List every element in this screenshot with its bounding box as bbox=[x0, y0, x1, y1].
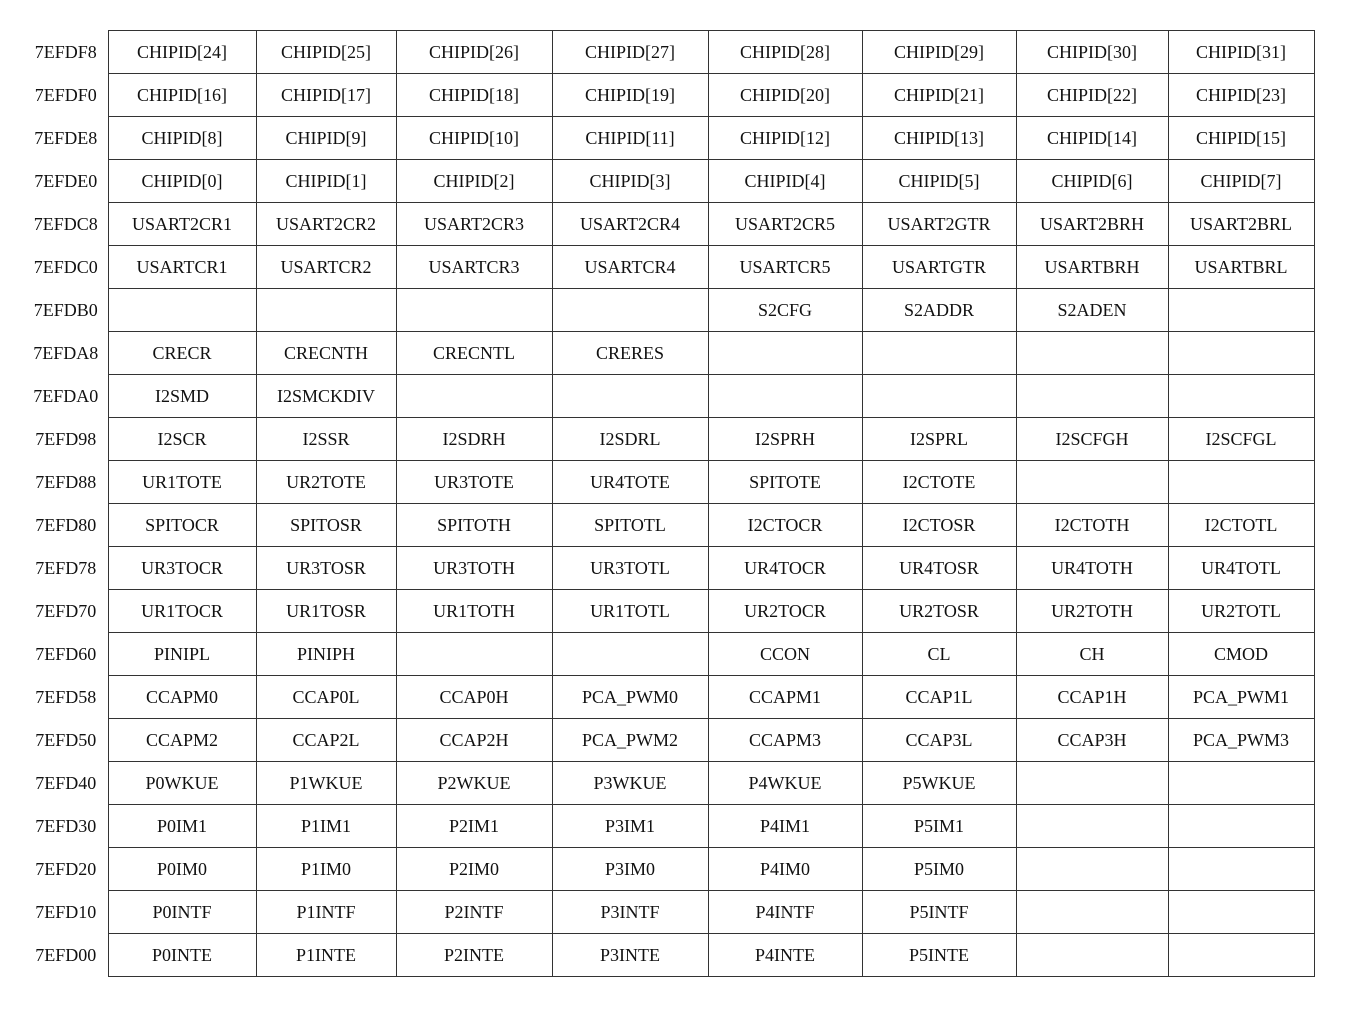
register-cell: UR3TOTE bbox=[396, 461, 552, 504]
row-address: 7EFDE8 bbox=[34, 127, 98, 148]
register-cell: CHIPID[12] bbox=[708, 117, 862, 160]
register-cell: P1IM1 bbox=[256, 805, 396, 848]
table-row bbox=[24, 246, 1314, 289]
register-cell: CHIPID[11] bbox=[552, 117, 708, 160]
register-cell: CCAPM2 bbox=[108, 719, 256, 762]
register-cell bbox=[708, 332, 862, 375]
register-cell: CHIPID[9] bbox=[256, 117, 396, 160]
row-address: 7EFD58 bbox=[35, 686, 97, 707]
table-row bbox=[24, 504, 1314, 547]
table-row bbox=[24, 418, 1314, 461]
row-address: 7EFD50 bbox=[35, 729, 97, 750]
register-cell: CHIPID[25] bbox=[256, 31, 396, 74]
register-cell: P1INTF bbox=[256, 891, 396, 934]
register-map-table bbox=[24, 30, 1315, 977]
row-address: 7EFDF8 bbox=[34, 41, 97, 62]
register-cell: P0IM1 bbox=[108, 805, 256, 848]
register-cell: CHIPID[24] bbox=[108, 31, 256, 74]
register-cell: P1INTE bbox=[256, 934, 396, 977]
register-cell bbox=[396, 289, 552, 332]
table-row bbox=[24, 719, 1314, 762]
register-cell: CHIPID[3] bbox=[552, 160, 708, 203]
register-cell bbox=[1168, 461, 1314, 504]
table-row bbox=[24, 160, 1314, 203]
register-cell bbox=[862, 375, 1016, 418]
register-cell bbox=[396, 375, 552, 418]
register-cell: USARTGTR bbox=[862, 246, 1016, 289]
table-row bbox=[24, 590, 1314, 633]
register-cell bbox=[1168, 934, 1314, 977]
register-cell: P1WKUE bbox=[256, 762, 396, 805]
row-address: 7EFD60 bbox=[35, 643, 97, 664]
register-cell: I2SMCKDIV bbox=[256, 375, 396, 418]
register-cell: P0IM0 bbox=[108, 848, 256, 891]
register-cell: CHIPID[17] bbox=[256, 74, 396, 117]
register-cell: UR2TOTL bbox=[1168, 590, 1314, 633]
row-address: 7EFD00 bbox=[35, 944, 97, 965]
register-cell: CHIPID[8] bbox=[108, 117, 256, 160]
register-cell: UR1TOTE bbox=[108, 461, 256, 504]
register-cell: CCAP1L bbox=[862, 676, 1016, 719]
register-cell bbox=[1168, 805, 1314, 848]
register-cell bbox=[862, 332, 1016, 375]
register-cell: USARTCR4 bbox=[552, 246, 708, 289]
register-cell: SPITOTE bbox=[708, 461, 862, 504]
register-cell: CHIPID[19] bbox=[552, 74, 708, 117]
register-cell: CHIPID[10] bbox=[396, 117, 552, 160]
register-cell: CMOD bbox=[1168, 633, 1314, 676]
register-cell: CRECNTL bbox=[396, 332, 552, 375]
register-cell: USARTCR2 bbox=[256, 246, 396, 289]
register-cell: USART2CR2 bbox=[256, 203, 396, 246]
register-cell bbox=[552, 375, 708, 418]
register-cell bbox=[1168, 375, 1314, 418]
register-cell: P4IM1 bbox=[708, 805, 862, 848]
register-cell bbox=[552, 289, 708, 332]
row-address: 7EFDC8 bbox=[33, 213, 98, 234]
register-cell bbox=[1016, 332, 1168, 375]
register-cell: CHIPID[0] bbox=[108, 160, 256, 203]
register-cell: CCON bbox=[708, 633, 862, 676]
register-cell bbox=[1168, 762, 1314, 805]
table-row bbox=[24, 633, 1314, 676]
row-address: 7EFD70 bbox=[35, 600, 97, 621]
register-cell: CH bbox=[1016, 633, 1168, 676]
register-cell: P2WKUE bbox=[396, 762, 552, 805]
register-cell: CHIPID[23] bbox=[1168, 74, 1314, 117]
register-cell: UR1TOTH bbox=[396, 590, 552, 633]
row-address: 7EFD40 bbox=[35, 772, 97, 793]
register-cell: CCAP2L bbox=[256, 719, 396, 762]
register-cell: I2CTOTE bbox=[862, 461, 1016, 504]
register-cell: UR4TOTL bbox=[1168, 547, 1314, 590]
register-cell: USARTCR5 bbox=[708, 246, 862, 289]
register-cell: I2SMD bbox=[108, 375, 256, 418]
register-cell bbox=[1016, 891, 1168, 934]
register-cell: CHIPID[14] bbox=[1016, 117, 1168, 160]
register-cell: PINIPH bbox=[256, 633, 396, 676]
table-row bbox=[24, 74, 1314, 117]
register-cell bbox=[1016, 762, 1168, 805]
register-cell bbox=[1168, 332, 1314, 375]
register-cell: P3IM0 bbox=[552, 848, 708, 891]
register-cell: I2SSR bbox=[256, 418, 396, 461]
register-cell: P2INTF bbox=[396, 891, 552, 934]
table-row bbox=[24, 31, 1314, 74]
register-cell: I2SCR bbox=[108, 418, 256, 461]
register-cell: UR4TOCR bbox=[708, 547, 862, 590]
register-cell: I2CTOTH bbox=[1016, 504, 1168, 547]
row-address: 7EFD30 bbox=[35, 815, 97, 836]
register-cell: CHIPID[21] bbox=[862, 74, 1016, 117]
register-cell: UR2TOTE bbox=[256, 461, 396, 504]
register-cell: P2IM1 bbox=[396, 805, 552, 848]
register-cell: UR2TOSR bbox=[862, 590, 1016, 633]
register-cell bbox=[1016, 805, 1168, 848]
register-cell: CHIPID[1] bbox=[256, 160, 396, 203]
register-cell: S2ADEN bbox=[1016, 289, 1168, 332]
row-address: 7EFDE0 bbox=[34, 170, 98, 191]
table-row bbox=[24, 547, 1314, 590]
row-address: 7EFDA0 bbox=[33, 385, 99, 406]
register-cell: UR3TOTH bbox=[396, 547, 552, 590]
register-cell: CCAPM3 bbox=[708, 719, 862, 762]
register-cell: CCAP2H bbox=[396, 719, 552, 762]
register-cell: UR2TOTH bbox=[1016, 590, 1168, 633]
register-cell bbox=[1168, 289, 1314, 332]
register-cell: UR3TOCR bbox=[108, 547, 256, 590]
row-address: 7EFDB0 bbox=[33, 299, 98, 320]
register-cell: P2IM0 bbox=[396, 848, 552, 891]
register-cell: CHIPID[13] bbox=[862, 117, 1016, 160]
register-cell bbox=[396, 633, 552, 676]
register-cell: P5IM0 bbox=[862, 848, 1016, 891]
register-cell: P4IM0 bbox=[708, 848, 862, 891]
register-cell: PINIPL bbox=[108, 633, 256, 676]
register-cell: CCAPM1 bbox=[708, 676, 862, 719]
register-cell: CHIPID[22] bbox=[1016, 74, 1168, 117]
register-cell: P3INTE bbox=[552, 934, 708, 977]
register-cell: CHIPID[16] bbox=[108, 74, 256, 117]
register-cell bbox=[1016, 848, 1168, 891]
table-row bbox=[24, 332, 1314, 375]
row-address: 7EFD10 bbox=[35, 901, 97, 922]
row-address: 7EFDA8 bbox=[33, 342, 99, 363]
register-cell: CHIPID[5] bbox=[862, 160, 1016, 203]
register-cell: I2SDRH bbox=[396, 418, 552, 461]
register-cell: I2SPRH bbox=[708, 418, 862, 461]
register-cell bbox=[256, 289, 396, 332]
table-row bbox=[24, 676, 1314, 719]
register-cell: P5INTF bbox=[862, 891, 1016, 934]
register-cell: P4INTE bbox=[708, 934, 862, 977]
register-cell: CHIPID[28] bbox=[708, 31, 862, 74]
register-cell: USART2CR5 bbox=[708, 203, 862, 246]
register-cell: CHIPID[26] bbox=[396, 31, 552, 74]
register-cell: P1IM0 bbox=[256, 848, 396, 891]
register-cell: CHIPID[15] bbox=[1168, 117, 1314, 160]
register-cell: CL bbox=[862, 633, 1016, 676]
register-cell: UR4TOTH bbox=[1016, 547, 1168, 590]
register-cell: P2INTE bbox=[396, 934, 552, 977]
register-cell: UR4TOTE bbox=[552, 461, 708, 504]
register-cell: I2SCFGL bbox=[1168, 418, 1314, 461]
register-cell: UR4TOSR bbox=[862, 547, 1016, 590]
register-cell: PCA_PWM2 bbox=[552, 719, 708, 762]
register-cell: CCAP0H bbox=[396, 676, 552, 719]
register-cell: CHIPID[29] bbox=[862, 31, 1016, 74]
register-cell: P4WKUE bbox=[708, 762, 862, 805]
register-cell: CHIPID[6] bbox=[1016, 160, 1168, 203]
register-cell: CCAP1H bbox=[1016, 676, 1168, 719]
table-row bbox=[24, 934, 1314, 977]
row-address: 7EFDF0 bbox=[34, 84, 97, 105]
register-cell bbox=[1016, 934, 1168, 977]
register-cell: I2SCFGH bbox=[1016, 418, 1168, 461]
register-cell: CCAP3H bbox=[1016, 719, 1168, 762]
register-cell: UR1TOSR bbox=[256, 590, 396, 633]
register-cell: USART2GTR bbox=[862, 203, 1016, 246]
register-cell: UR1TOCR bbox=[108, 590, 256, 633]
table-row bbox=[24, 762, 1314, 805]
table-row bbox=[24, 805, 1314, 848]
register-cell: P3INTF bbox=[552, 891, 708, 934]
register-cell: CCAPM0 bbox=[108, 676, 256, 719]
register-cell: CHIPID[31] bbox=[1168, 31, 1314, 74]
register-cell: USART2CR3 bbox=[396, 203, 552, 246]
register-cell: USARTCR1 bbox=[108, 246, 256, 289]
register-cell: P5INTE bbox=[862, 934, 1016, 977]
register-cell bbox=[552, 633, 708, 676]
register-cell: P5WKUE bbox=[862, 762, 1016, 805]
register-cell: PCA_PWM1 bbox=[1168, 676, 1314, 719]
row-address: 7EFD88 bbox=[35, 471, 97, 492]
register-cell: SPITOTH bbox=[396, 504, 552, 547]
register-cell: USARTBRL bbox=[1168, 246, 1314, 289]
register-cell bbox=[108, 289, 256, 332]
register-cell bbox=[1016, 461, 1168, 504]
register-cell: CHIPID[4] bbox=[708, 160, 862, 203]
register-cell: CRECNTH bbox=[256, 332, 396, 375]
row-address: 7EFD80 bbox=[35, 514, 97, 535]
register-cell: P3IM1 bbox=[552, 805, 708, 848]
table-row bbox=[24, 848, 1314, 891]
register-cell: UR3TOTL bbox=[552, 547, 708, 590]
register-cell: PCA_PWM0 bbox=[552, 676, 708, 719]
register-cell: UR1TOTL bbox=[552, 590, 708, 633]
register-cell: USART2BRH bbox=[1016, 203, 1168, 246]
table-row bbox=[24, 375, 1314, 418]
register-cell bbox=[1016, 375, 1168, 418]
register-cell: S2CFG bbox=[708, 289, 862, 332]
register-map-body bbox=[24, 31, 1314, 977]
register-cell: P0INTF bbox=[108, 891, 256, 934]
register-cell: I2CTOCR bbox=[708, 504, 862, 547]
register-cell: CHIPID[18] bbox=[396, 74, 552, 117]
register-cell: I2CTOSR bbox=[862, 504, 1016, 547]
register-cell: PCA_PWM3 bbox=[1168, 719, 1314, 762]
table-row bbox=[24, 203, 1314, 246]
row-address: 7EFD98 bbox=[35, 428, 97, 449]
register-cell: CCAP0L bbox=[256, 676, 396, 719]
register-cell: P0INTE bbox=[108, 934, 256, 977]
register-cell bbox=[1168, 848, 1314, 891]
register-cell: P5IM1 bbox=[862, 805, 1016, 848]
register-cell: USART2BRL bbox=[1168, 203, 1314, 246]
register-cell: SPITOCR bbox=[108, 504, 256, 547]
row-address: 7EFD20 bbox=[35, 858, 97, 879]
row-address: 7EFDC0 bbox=[33, 256, 98, 277]
table-row bbox=[24, 461, 1314, 504]
register-cell: I2SPRL bbox=[862, 418, 1016, 461]
register-cell: I2CTOTL bbox=[1168, 504, 1314, 547]
register-cell: P3WKUE bbox=[552, 762, 708, 805]
register-cell: CHIPID[7] bbox=[1168, 160, 1314, 203]
table-row bbox=[24, 117, 1314, 160]
table-row bbox=[24, 289, 1314, 332]
register-cell: USART2CR1 bbox=[108, 203, 256, 246]
register-cell: USARTCR3 bbox=[396, 246, 552, 289]
register-cell: CHIPID[27] bbox=[552, 31, 708, 74]
register-cell: UR2TOCR bbox=[708, 590, 862, 633]
register-cell bbox=[1168, 891, 1314, 934]
register-cell: UR3TOSR bbox=[256, 547, 396, 590]
register-cell: CHIPID[20] bbox=[708, 74, 862, 117]
register-cell: CHIPID[30] bbox=[1016, 31, 1168, 74]
register-cell: I2SDRL bbox=[552, 418, 708, 461]
register-cell: CHIPID[2] bbox=[396, 160, 552, 203]
register-cell: S2ADDR bbox=[862, 289, 1016, 332]
register-cell bbox=[708, 375, 862, 418]
register-cell: USART2CR4 bbox=[552, 203, 708, 246]
register-cell: CRECR bbox=[108, 332, 256, 375]
register-cell: USARTBRH bbox=[1016, 246, 1168, 289]
register-cell: SPITOTL bbox=[552, 504, 708, 547]
register-cell: SPITOSR bbox=[256, 504, 396, 547]
table-row bbox=[24, 891, 1314, 934]
register-cell: P0WKUE bbox=[108, 762, 256, 805]
register-cell: P4INTF bbox=[708, 891, 862, 934]
row-address: 7EFD78 bbox=[35, 557, 97, 578]
register-cell: CRERES bbox=[552, 332, 708, 375]
register-cell: CCAP3L bbox=[862, 719, 1016, 762]
